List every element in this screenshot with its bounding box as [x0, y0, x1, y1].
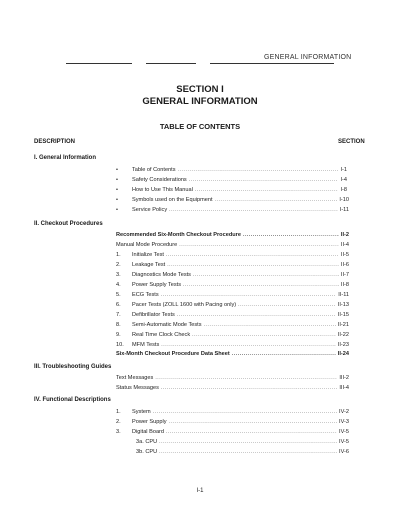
toc-entry[interactable] — [116, 166, 347, 175]
toc-entry-label: Table of Contents — [132, 167, 176, 173]
dot-leader — [189, 176, 339, 185]
section-heading-functional-descriptions: IV. Functional Descriptions — [34, 397, 111, 403]
dot-leader — [169, 206, 338, 215]
bullet-marker: • — [116, 177, 118, 183]
toc-entry[interactable] — [116, 241, 349, 250]
toc-entry-label: 3a. CPU — [136, 439, 158, 445]
dot-leader — [153, 408, 337, 417]
bullet-marker: • — [116, 187, 118, 193]
toc-entry[interactable] — [116, 186, 347, 195]
toc-entry-page: II-24 — [337, 351, 349, 357]
dot-leader — [178, 166, 339, 175]
toc-entry-label: Service Policy — [132, 207, 168, 213]
toc-entry-label: Safety Considerations — [132, 177, 187, 183]
toc-entry[interactable] — [116, 321, 349, 330]
toc-entry[interactable] — [116, 350, 349, 359]
toc-title: TABLE OF CONTENTS — [159, 122, 241, 131]
running-header: GENERAL INFORMATION — [264, 54, 352, 61]
toc-entry-label: Diagnostics Mode Tests — [132, 272, 191, 278]
section-heading-checkout-procedures: II. Checkout Procedures — [34, 221, 103, 227]
toc-entry-page: I-8 — [340, 187, 347, 193]
bullet-marker: • — [116, 197, 118, 203]
toc-entry-label: ECG Tests — [132, 292, 159, 298]
dot-leader — [166, 428, 337, 437]
dot-leader — [155, 374, 337, 383]
dot-leader — [193, 271, 339, 280]
dot-leader — [238, 301, 336, 310]
dot-leader — [159, 448, 337, 457]
dot-leader — [243, 231, 339, 240]
toc-entry-page: II-8 — [340, 282, 349, 288]
section-number-title: SECTION I — [176, 84, 224, 95]
toc-entry[interactable] — [116, 311, 349, 320]
toc-entry[interactable] — [116, 418, 349, 427]
number-marker: 8. — [116, 322, 121, 328]
toc-entry-page: II-2 — [340, 232, 349, 238]
toc-entry-label: Defibrillator Tests — [132, 312, 175, 318]
toc-entry[interactable] — [116, 271, 349, 280]
toc-entry[interactable] — [116, 261, 349, 270]
bullet-marker: • — [116, 167, 118, 173]
toc-entry-page: I-11 — [339, 207, 349, 213]
number-marker: 5. — [116, 292, 121, 298]
dot-leader — [177, 311, 336, 320]
toc-entry-page: I-1 — [340, 167, 347, 173]
toc-entry-page: I-4 — [340, 177, 347, 183]
dot-leader — [179, 241, 339, 250]
toc-entry-label: Manual Mode Procedure — [116, 242, 178, 248]
toc-entry-page: II-15 — [337, 312, 349, 318]
toc-entry-label: Leakage Test — [132, 262, 166, 268]
number-marker: 2. — [116, 262, 121, 268]
toc-entry-label: Symbols used on the Equipment — [132, 197, 213, 203]
toc-entry[interactable] — [116, 331, 349, 340]
toc-entry-label: Semi-Automatic Mode Tests — [132, 322, 202, 328]
dot-leader — [169, 418, 338, 427]
toc-entry-label: Six-Month Checkout Procedure Data Sheet — [116, 351, 230, 357]
toc-entry-page: II-13 — [337, 302, 349, 308]
dot-leader — [232, 350, 336, 359]
toc-entry-page: IV-5 — [339, 429, 349, 435]
dot-leader — [159, 438, 337, 447]
toc-entry[interactable] — [116, 206, 349, 215]
toc-entry-page: III-2 — [339, 375, 349, 381]
page-number: I-1 — [196, 488, 204, 494]
dot-leader — [204, 321, 336, 330]
dot-leader — [161, 341, 336, 350]
dot-leader — [192, 331, 336, 340]
toc-entry-label: How to Use This Manual — [132, 187, 193, 193]
toc-entry-page: II-6 — [340, 262, 349, 268]
header-rule-3 — [210, 63, 334, 64]
number-marker: 7. — [116, 312, 121, 318]
dot-leader — [215, 196, 338, 205]
toc-entry-page: IV-3 — [339, 419, 349, 425]
toc-entry-page: I-10 — [339, 197, 349, 203]
number-marker: 9. — [116, 332, 121, 338]
toc-entry-page: II-7 — [340, 272, 349, 278]
toc-entry-page: II-23 — [337, 342, 349, 348]
number-marker: 2. — [116, 419, 121, 425]
toc-entry-label: 3b. CPU — [136, 449, 158, 455]
toc-entry-label: Real Time Clock Check — [132, 332, 191, 338]
number-marker: 1. — [116, 252, 121, 258]
toc-entry-page: II-22 — [337, 332, 349, 338]
number-marker: 3. — [116, 272, 121, 278]
number-marker: 3. — [116, 429, 121, 435]
toc-entry-page: II-4 — [340, 242, 349, 248]
toc-entry-page: II-21 — [337, 322, 349, 328]
section-name-title: GENERAL INFORMATION — [142, 96, 258, 107]
number-marker: 10. — [116, 342, 124, 348]
toc-entry-label: Power Supply — [132, 419, 167, 425]
toc-entry-label: Initialize Test — [132, 252, 164, 258]
toc-entry[interactable] — [116, 176, 347, 185]
toc-entry[interactable] — [116, 341, 349, 350]
toc-entry[interactable] — [116, 231, 349, 240]
toc-entry-page: IV-5 — [339, 439, 349, 445]
number-marker: 4. — [116, 282, 121, 288]
toc-entry[interactable] — [116, 301, 349, 310]
toc-entry-label: MFM Tests — [132, 342, 160, 348]
toc-entry-page: IV-6 — [339, 449, 349, 455]
toc-entry[interactable] — [116, 428, 349, 437]
toc-entry-page: IV-2 — [339, 409, 349, 415]
header-rule-1 — [66, 63, 132, 64]
toc-entry[interactable] — [116, 374, 349, 383]
bullet-marker: • — [116, 207, 118, 213]
toc-entry-page: III-4 — [339, 385, 349, 391]
description-column-header: DESCRIPTION — [34, 139, 76, 145]
section-heading-troubleshooting-guides: III. Troubleshooting Guides — [34, 364, 112, 370]
toc-entry[interactable] — [116, 251, 349, 260]
toc-entry-label: Digital Board — [132, 429, 165, 435]
toc-entry-label: Text Messages — [116, 375, 154, 381]
toc-entry-label: Status Messages — [116, 385, 159, 391]
toc-entry[interactable] — [116, 408, 349, 417]
toc-entry-page: II-5 — [340, 252, 349, 258]
toc-entry[interactable] — [136, 448, 349, 457]
section-column-header: SECTION — [338, 139, 365, 145]
dot-leader — [161, 291, 337, 300]
dot-leader — [167, 261, 339, 270]
toc-entry-label: System — [132, 409, 151, 415]
toc-entry-page: II-11 — [338, 292, 349, 298]
dot-leader — [166, 251, 339, 260]
number-marker: 6. — [116, 302, 121, 308]
toc-entry-label: Power Supply Tests — [132, 282, 182, 288]
number-marker: 1. — [116, 409, 121, 415]
toc-entry-label: Pacer Tests (ZOLL 1600 with Pacing only) — [132, 302, 237, 308]
toc-entry[interactable] — [116, 291, 349, 300]
toc-entry[interactable] — [136, 438, 349, 447]
header-rule-2 — [146, 63, 196, 64]
dot-leader — [161, 384, 337, 393]
dot-leader — [195, 186, 339, 195]
toc-entry[interactable] — [116, 281, 349, 290]
toc-entry[interactable] — [116, 196, 349, 205]
dot-leader — [183, 281, 339, 290]
section-heading-general-information: I. General Information — [34, 155, 97, 161]
toc-entry-label: Recommended Six-Month Checkout Procedure — [116, 232, 241, 238]
toc-entry[interactable] — [116, 384, 349, 393]
